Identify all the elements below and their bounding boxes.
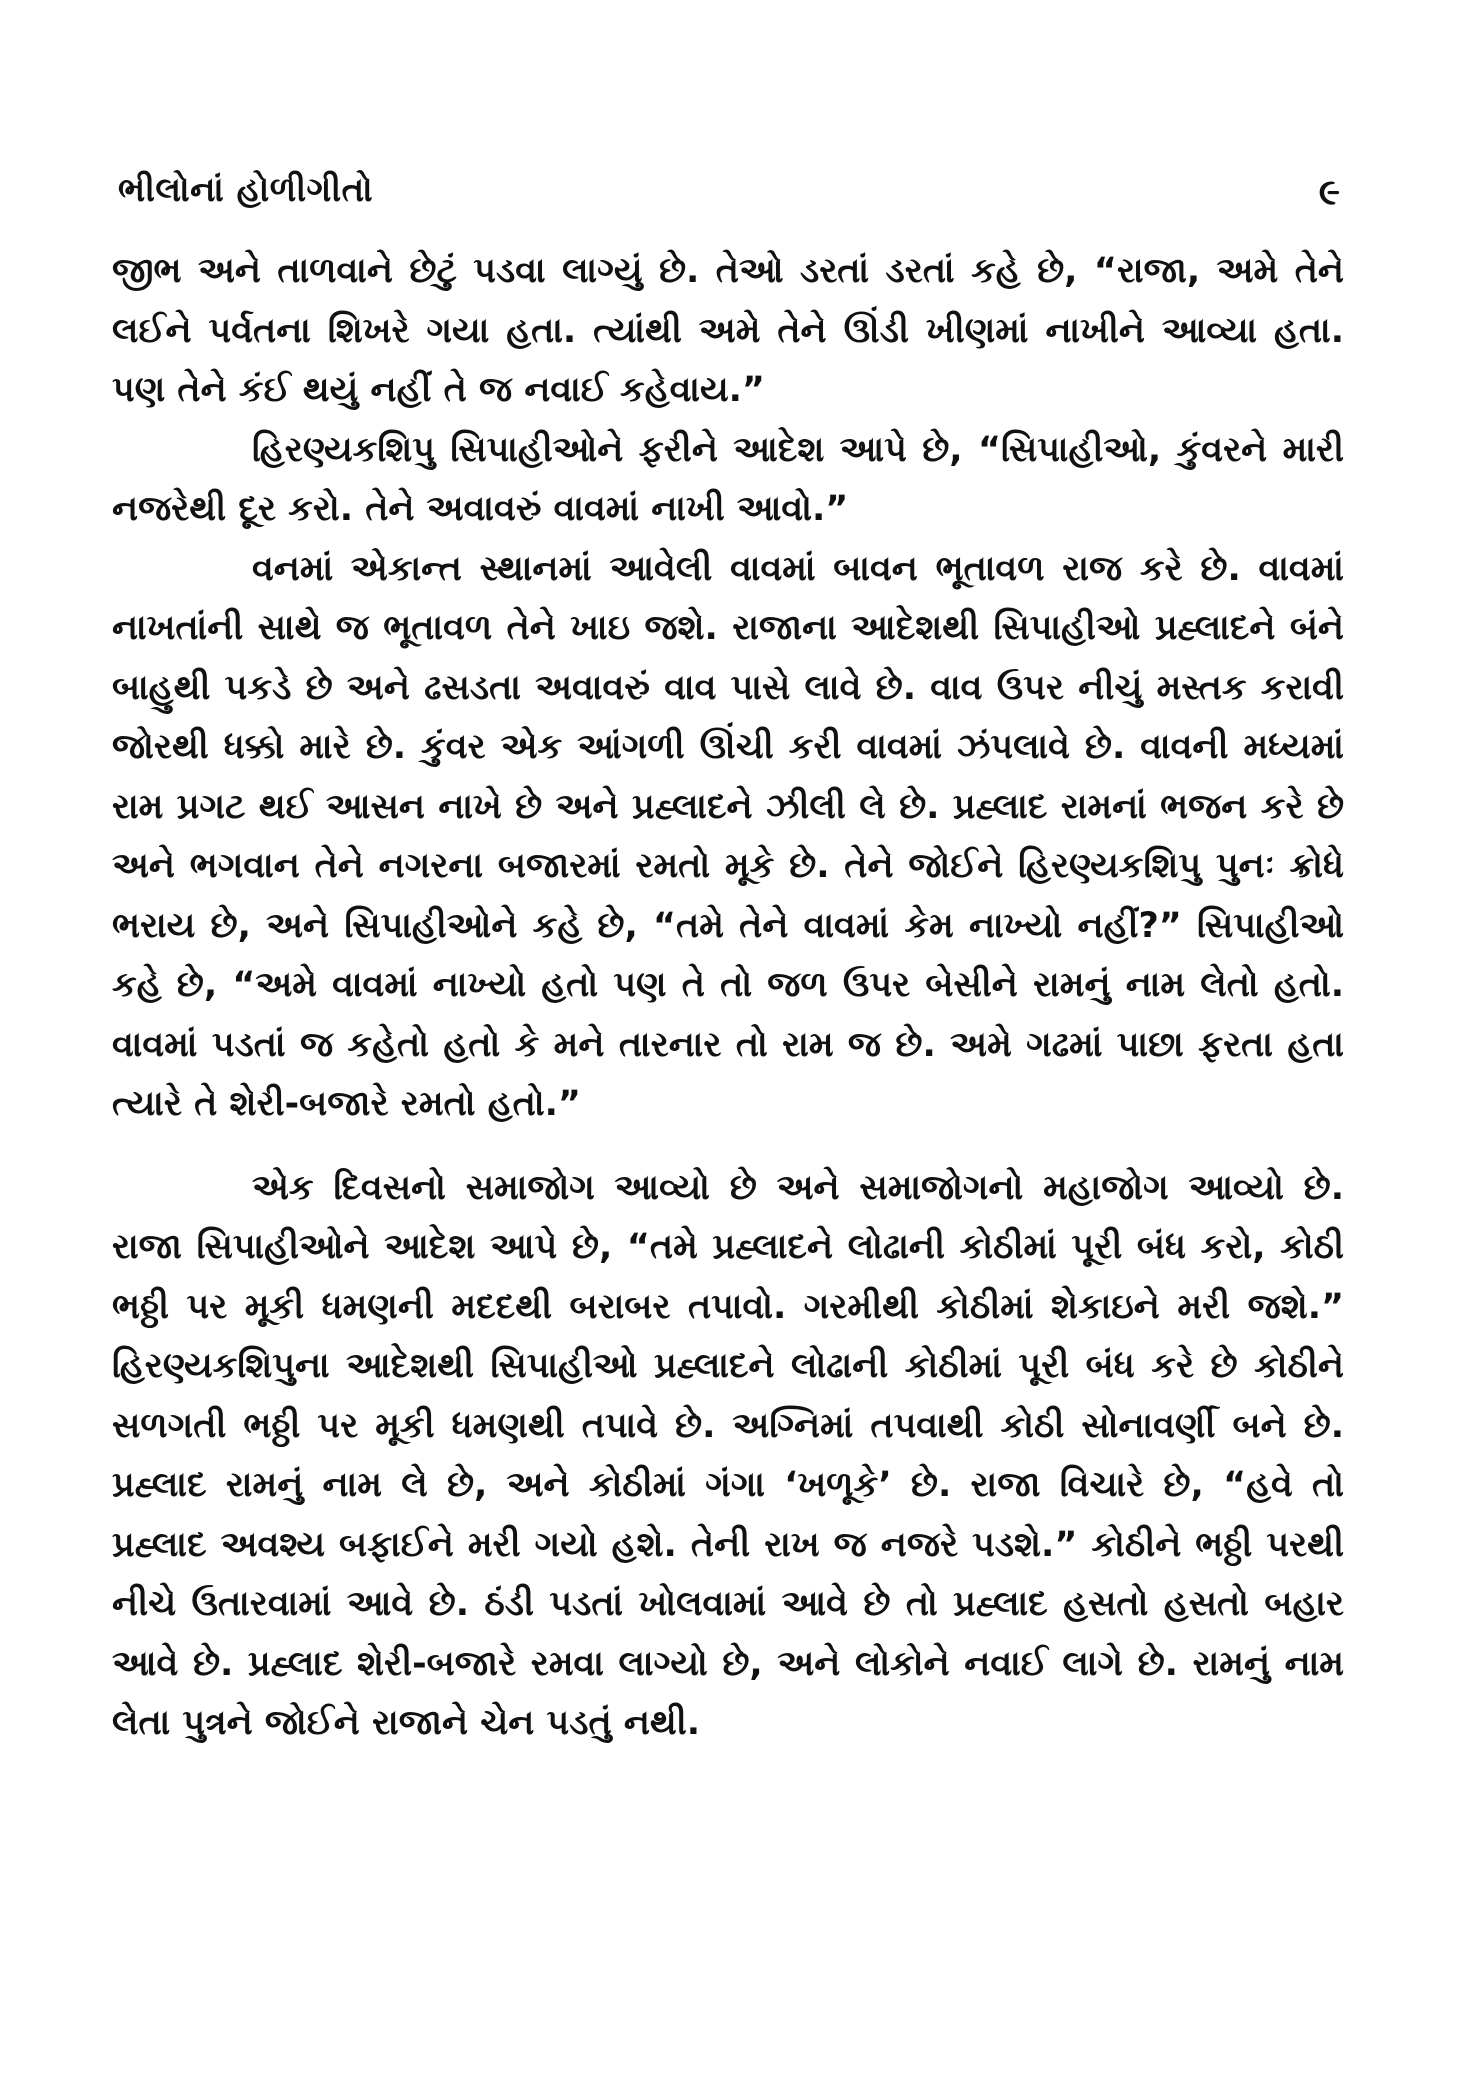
chapter-title: ભીલોનાં હોળીગીતો bbox=[118, 170, 374, 210]
page-number: ૯ bbox=[1318, 172, 1340, 213]
paragraph-4: એક દિવસનો સમાજોગ આવ્યો છે અને સમાજોગનો મહાજોગ આવ્યો છે. રાજા સિપાહીઓને આદેશ આપે છે, “તમે પ્રહ્લાદને લોઢાની કોઠીમાં પૂરી બંધ કરો, કોઠી ભઠ્ઠી પર મૂકી ધમણની મદદથી બરાબર તપાવો. ગરમીથી કોઠીમાં શેકાઇને મરી જશે.” હિરણ્યકશિપુના આદેશથી સિપાહીઓ પ્રહ્લાદને લોઢાની કોઠીમાં પૂરી બંધ કરે છે કોઠીને સળગતી ભઠ્ઠી પર મૂકી ધમણથી તપાવે છે. અગ્નિમાં તપવાથી કોઠી સોનાવર્ણી બને છે. પ્રહ્લાદ રામનું નામ લે છે, અને કોઠીમાં ગંગા ‘ખળૂકે’ છે. રાજા વિચારે છે, “હવે તો પ્રહ્લાદ અવશ્ય બફાઈને મરી ગયો હશે. તેની રાખ જ નજરે પડશે.” કોઠીને ભઠ્ઠી પરથી નીચે ઉતારવામાં આવે છે. ઠંડી પડતાં ખોલવામાં આવે છે તો પ્રહ્લાદ હસતો હસતો બહાર આવે છે. પ્રહ્લાદ શેરી-બજારે રમવા લાગ્યો છે, અને લોકોને નવાઈ લાગે છે. રામનું નામ લેતા પુત્રને જોઈને રાજાને ચેન પડતું નથી. bbox=[112, 1167, 1344, 1743]
paragraph-2: હિરણ્યકશિપુ સિપાહીઓને ફરીને આદેશ આપે છે, “સિપાહીઓ, કુંવરને મારી નજરેથી દૂર કરો. તેને અવાવરું વાવમાં નાખી આવો.” bbox=[112, 429, 1344, 529]
body-text bbox=[112, 242, 1344, 1754]
paragraph-1: જીભ અને તાળવાને છેટું પડવા લાગ્યું છે. તેઓ ડરતાં ડરતાં કહે છે, “રાજા, અમે તેને લઈને પર્વતના શિખરે ગયા હતા. ત્યાંથી અમે તેને ઊંડી ખીણમાં નાખીને આવ્યા હતા. પણ તેને કંઈ થયું નહીં તે જ નવાઈ કહેવાય.” bbox=[112, 251, 1344, 410]
running-header bbox=[118, 170, 1340, 226]
paragraph-3: વનમાં એકાન્ત સ્થાનમાં આવેલી વાવમાં બાવન ભૂતાવળ રાજ કરે છે. વાવમાં નાખતાંની સાથે જ ભૂતાવળ તેને ખાઇ જશે. રાજાના આદેશથી સિપાહીઓ પ્રહ્લાદને બંને બાહુથી પકડે છે અને ઢસડતા અવાવરું વાવ પાસે લાવે છે. વાવ ઉપર નીચું મસ્તક કરાવી જોરથી ધક્કો મારે છે. કુંવર એક આંગળી ઊંચી કરી વાવમાં ઝંપલાવે છે. વાવની મધ્યમાં રામ પ્રગટ થઈ આસન નાખે છે અને પ્રહ્લાદને ઝીલી લે છે. પ્રહ્લાદ રામનાં ભજન કરે છે અને ભગવાન તેને નગરના બજારમાં રમતો મૂકે છે. તેને જોઈને હિરણ્યકશિપુ પુનઃ ક્રોધે ભરાય છે, અને સિપાહીઓને કહે છે, “તમે તેને વાવમાં કેમ નાખ્યો નહીં?” સિપાહીઓ કહે છે, “અમે વાવમાં નાખ્યો હતો પણ તે તો જળ ઉપર બેસીને રામનું નામ લેતો હતો. વાવમાં પડતાં જ કહેતો હતો કે મને તારનાર તો રામ જ છે. અમે ગઢમાં પાછા ફરતા હતા ત્યારે તે શેરી-બજારે રમતો હતો.” bbox=[112, 548, 1344, 1124]
